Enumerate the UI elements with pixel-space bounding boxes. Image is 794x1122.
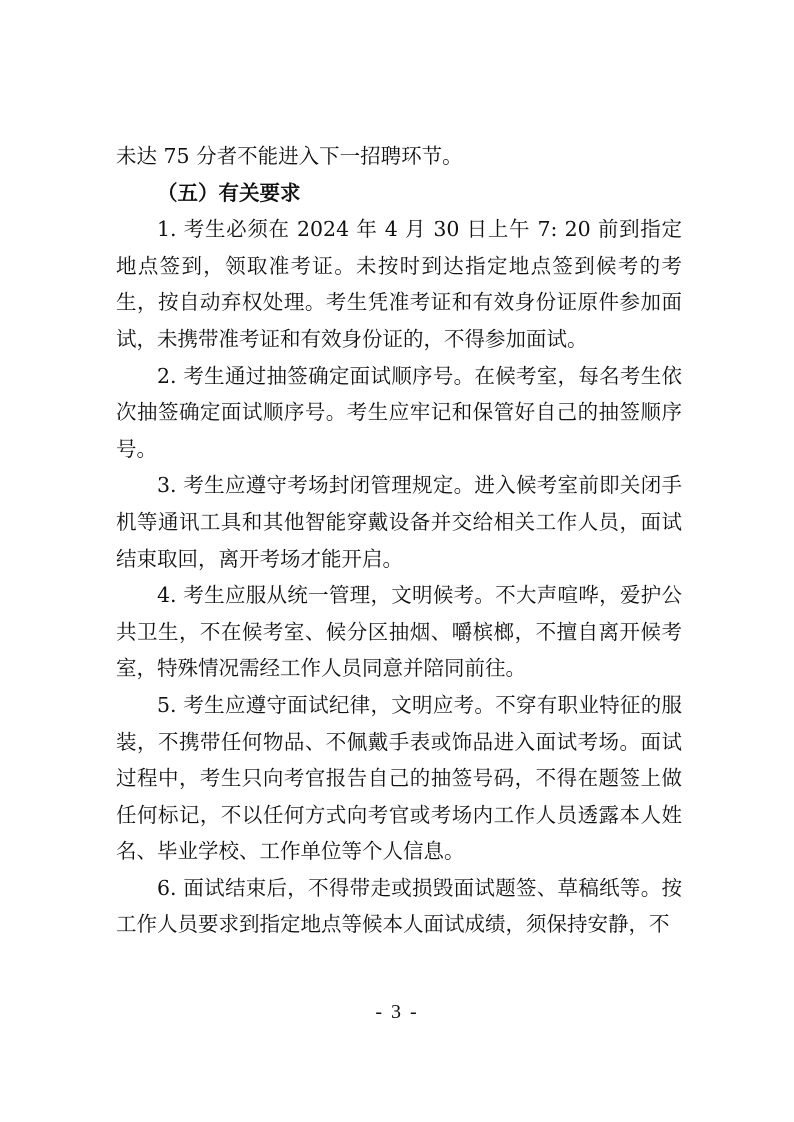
body-text	[116, 138, 682, 943]
requirement-paragraph-2: 2. 考生通过抽签确定面试顺序号。在候考室，每名考生依次抽签确定面试顺序号。考生应牢记和保管好自己的抽签顺序号。	[116, 363, 682, 461]
requirement-paragraph-3: 3. 考生应遵守考场封闭管理规定。进入候考室前即关闭手机等通讯工具和其他智能穿戴设备并交给相关工作人员，面试结束取回，离开考场才能开启。	[116, 473, 682, 571]
page-number: - 3 -	[375, 1001, 419, 1023]
requirement-paragraph-5: 5. 考生应遵守面试纪律，文明应考。不穿有职业特征的服装，不携带任何物品、不佩戴手表或饰品进入面试考场。面试过程中，考生只向考官报告自己的抽签号码，不得在题签上做任何标记，不以任何方式向考官或考场内工作人员透露本人姓名、毕业学校、工作单位等个人信息。	[116, 692, 682, 864]
requirement-paragraph-4: 4. 考生应服从统一管理，文明候考。不大声喧哗，爱护公共卫生，不在候考室、候分区抽烟、嚼槟榔，不擅自离开候考室，特殊情况需经工作人员同意并陪同前往。	[116, 583, 682, 681]
section-heading: （五）有关要求	[157, 180, 301, 205]
requirement-paragraph-6: 6. 面试结束后，不得带走或损毁面试题签、草稿纸等。按工作人员要求到指定地点等候本人面试成绩，须保持安静，不	[116, 875, 682, 937]
requirement-paragraph-1: 1. 考生必须在 2024 年 4 月 30 日上午 7: 20 前到指定地点签到，领取准考证。未按时到达指定地点签到候考的考生，按自动弃权处理。考生凭准考证和有效身份证原件参加面试，未携带准考证和有效身份证的，不得参加面试。	[116, 217, 682, 351]
continuation-paragraph: 未达 75 分者不能进入下一招聘环节。	[116, 144, 463, 168]
